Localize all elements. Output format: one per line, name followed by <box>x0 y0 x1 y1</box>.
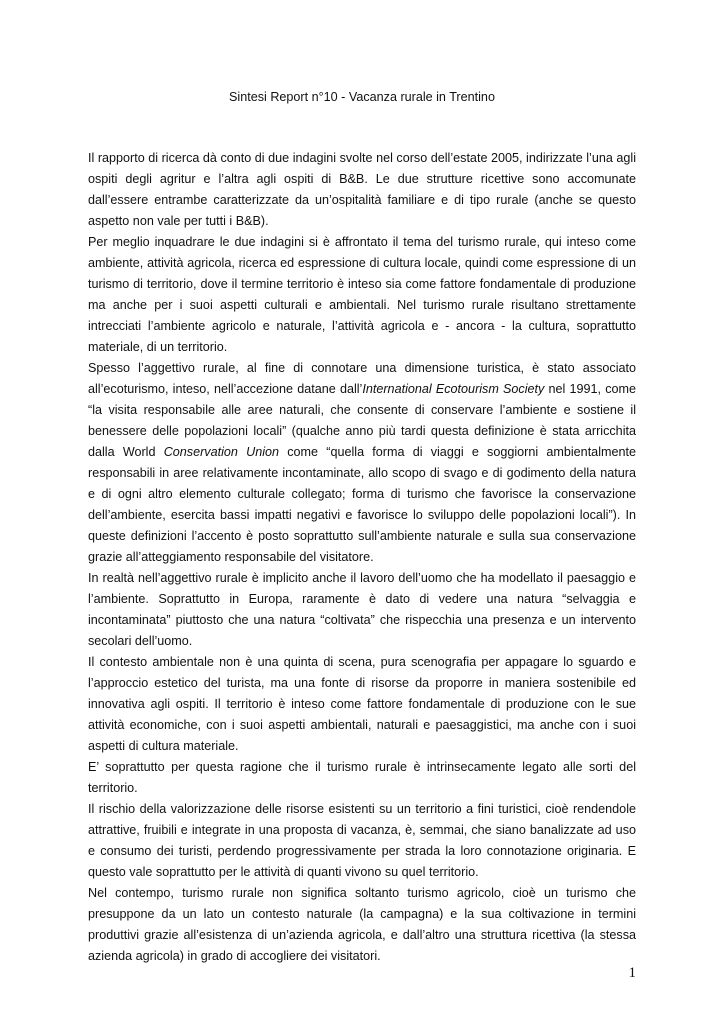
paragraph <box>88 568 636 652</box>
text-run: Il rapporto di ricerca dà conto di due indagini svolte nel corso dell’estate 2005, indirizzate l’una agli ospiti degli agritur e l’altra agli ospiti di B&B. Le due strutture ricettive sono accomunate dall’essere entrambe caratterizzate da un’ospitalità familiare e di tipo rurale (anche se questo aspetto non vale per tutti i B&B). <box>88 151 636 228</box>
italic-text: International Ecotourism Society <box>362 382 545 396</box>
paragraph <box>88 358 636 568</box>
page-title: Sintesi Report n°10 - Vacanza rurale in Trentino <box>229 90 495 104</box>
italic-text: Conservation Union <box>163 445 280 459</box>
text-run: come “quella forma di viaggi e soggiorni ambientalmente responsabili in aree relativamente incontaminate, allo scopo di svago e di godimento della natura e di ogni altro elemento culturale collegato; forma di turismo che favorisce la conservazione dell’ambiente, esercita bassi impatti negativi e favorisce lo sviluppo delle popolazioni locali”). In queste definizioni l’accento è posto soprattutto sull’ambiente naturale e sulla sua conservazione grazie all’atteggiamento responsabile del visitatore. <box>88 445 636 564</box>
paragraph <box>88 148 636 232</box>
text-run: Il contesto ambientale non è una quinta di scena, pura scenografia per appagare lo sguardo e l’approccio estetico del turista, ma una fonte di risorse da proporre in maniera sostenibile ed innovativa agli ospiti. Il territorio è inteso come fattore fondamentale di produzione con le sue attività economiche, con i suoi aspetti ambientali, naturali e paesaggistici, ma anche con i suoi aspetti di cultura materiale. <box>88 655 636 753</box>
paragraph <box>88 757 636 799</box>
text-run: Nel contempo, turismo rurale non significa soltanto turismo agricolo, cioè un turismo che presuppone da un lato un contesto naturale (la campagna) e la sua coltivazione in termini produttivi grazie all’esistenza di un’azienda agricola, e dall’altro una struttura ricettiva (la stessa azienda agricola) in grado di accogliere dei visitatori. <box>88 886 636 963</box>
text-run: Spesso l’aggettivo rurale, al fine di connotare una dimensione turistica, è stato associato all’ecoturismo, inteso, nell’accezione datane dall’ <box>88 361 636 396</box>
document-body <box>88 148 636 967</box>
text-run: Il rischio della valorizzazione delle risorse esistenti su un territorio a fini turistici, cioè rendendole attrattive, fruibili e integrate in una proposta di vacanza, è, semmai, che siano banalizzate ad uso e consumo dei turisti, perdendo progressivamente per strada la loro connotazione originaria. E questo vale soprattutto per le attività di quanti vivono su quel territorio. <box>88 802 636 879</box>
paragraph <box>88 799 636 883</box>
paragraph <box>88 652 636 757</box>
paragraph <box>88 883 636 967</box>
text-run: E’ soprattutto per questa ragione che il turismo rurale è intrinsecamente legato alle sorti del territorio. <box>88 760 636 795</box>
text-run: nel 1991, come “la visita responsabile alle aree naturali, che consente di conservare l’ambiente e sostiene il benessere delle popolazioni locali” (qualche anno più tardi questa definizione è stata arricchita dalla World <box>88 382 636 459</box>
page-number: 1 <box>628 965 636 981</box>
paragraph <box>88 232 636 358</box>
text-run: Per meglio inquadrare le due indagini si è affrontato il tema del turismo rurale, qui inteso come ambiente, attività agricola, ricerca ed espressione di cultura locale, quindi come espressione di un turismo di territorio, dove il termine territorio è inteso sia come fattore fondamentale di produzione ma anche per i suoi aspetti culturali e ambientali. Nel turismo rurale risultano strettamente intrecciati l’ambiente agricolo e naturale, l’attività agricola e - ancora - la cultura, soprattutto materiale, di un territorio. <box>88 235 636 354</box>
text-run: In realtà nell’aggettivo rurale è implicito anche il lavoro dell’uomo che ha modellato il paesaggio e l’ambiente. Soprattutto in Europa, raramente è dato di vedere una natura “selvaggia e incontaminata” piuttosto che una natura “coltivata” che rispecchia una presenza e un intervento secolari dell’uomo. <box>88 571 636 648</box>
